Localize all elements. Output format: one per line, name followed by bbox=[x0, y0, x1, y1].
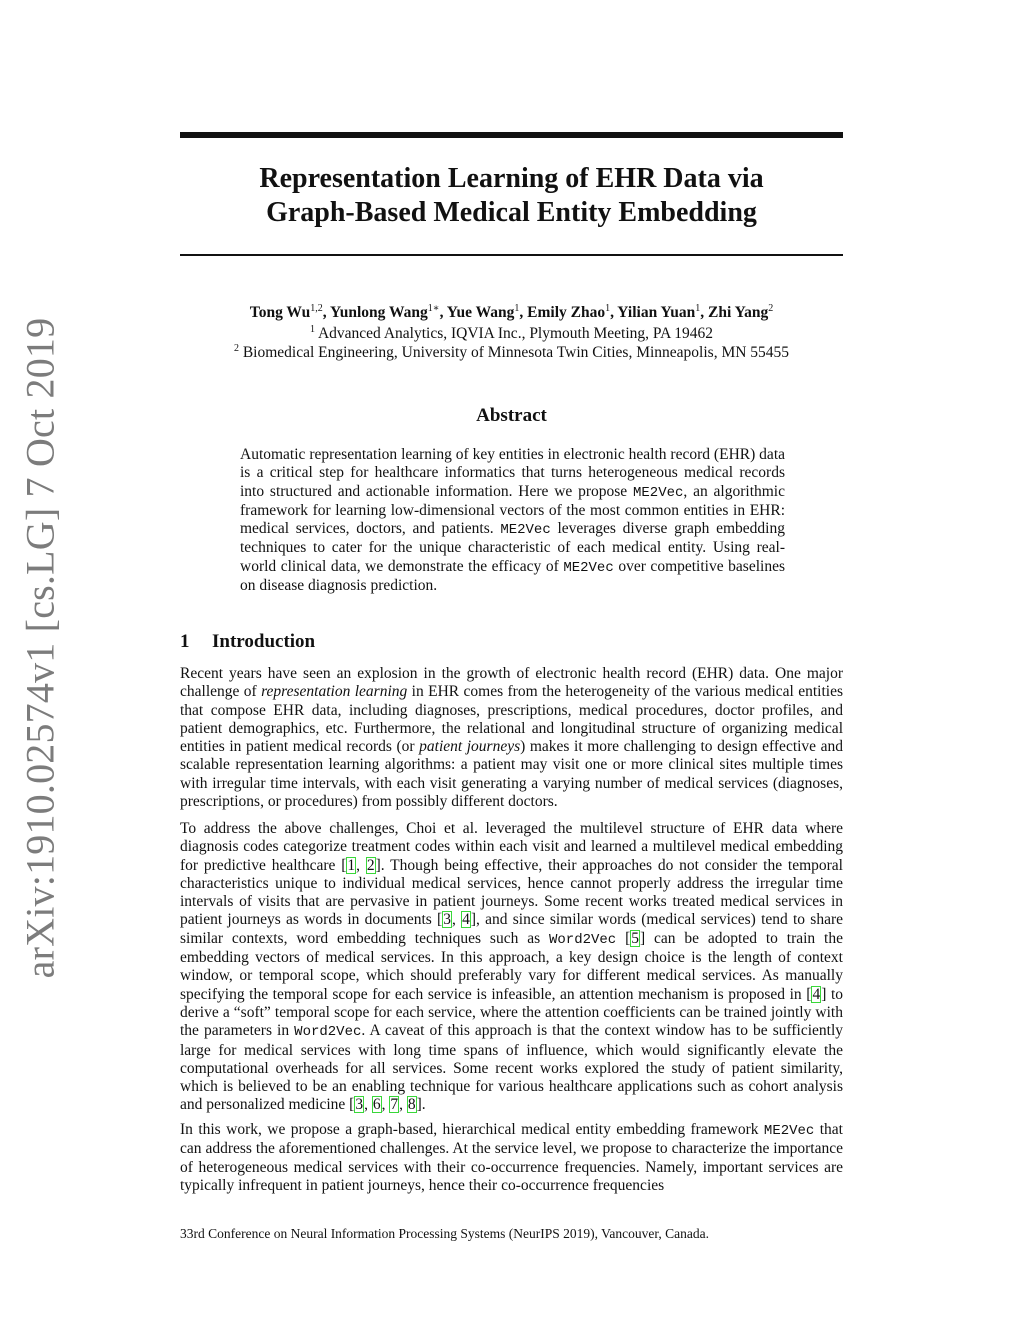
abstract-fragment: Automatic representation learning of key entities in electronic health record (EHR) data is a critical step for healthcare informatics that turns heterogeneous medical records into structured and actionable information. Here we propose bbox=[240, 446, 785, 500]
intro-paragraph-1 bbox=[180, 665, 843, 811]
citation-link[interactable]: 1 bbox=[347, 856, 356, 874]
author-list: Tong Wu$^{1,2}$, Yunlong Wang$^{1∗}$, Yue Wang$^1$, Emily Zhao$^1$, Yilian Yuan$^1$, Zhi Yang$^2$ bbox=[249, 303, 774, 322]
title-bottom-rule bbox=[180, 254, 843, 256]
intro-paragraph-2: To address the above challenges, Choi et al. leveraged the multilevel structure of EHR data where diagnosis codes categorize treatment codes within each visit and learned a multilevel medical embedding for predictive healthcare [1, 2]. Though being effective, their approaches do not consider the temporal characteristics unique to individual medical services, hence cannot properly address the irregular time intervals of visits that are pervasive in patient journeys. Some recent works treated medical services in patient journeys as words in documents [3, 4], and since similar words (medical services) tend to share similar contexts, word embedding techniques such as Word2Vec [5] can be adopted to train the embedding vectors of medical services. In this approach, a key design choice is the length of context window, or temporal scope, which should preferably vary for different medical services. As manually specifying the temporal scope for each service is infeasible, an attention mechanism is proposed in [4] to derive a “soft” temporal scope for each service, where the attention coefficients can be trained jointly with the parameters in Word2Vec. A caveat of this approach is that the context window has to be sufficiently large for medical services with long time spans of influence, which would significantly elevate the computational overheads for all services. Some recent works explored the study of patient similarity, which is believed to be an enabling technique for various healthcare applications such as cohort analysis and personalized medicine [3, 6, 7, 8]. bbox=[180, 820, 844, 1114]
method-name: ME2Vec bbox=[632, 484, 684, 501]
abstract-fragment: over competitive baselines on disease diagnosis prediction. bbox=[240, 557, 785, 595]
citation-link[interactable]: 3 bbox=[443, 911, 451, 929]
citation-link[interactable]: 3 bbox=[355, 1096, 364, 1114]
section-title: Introduction bbox=[212, 631, 316, 652]
citation-link[interactable]: 5 bbox=[631, 929, 639, 947]
method-name: ME2Vec bbox=[500, 522, 551, 539]
paper-title bbox=[180, 162, 843, 230]
title-top-rule bbox=[180, 132, 843, 138]
author-name: Yunlong Wang bbox=[329, 304, 428, 322]
citation-link[interactable]: 4 bbox=[462, 911, 470, 929]
title-line-1: Representation Learning of EHR Data via bbox=[259, 163, 764, 194]
author-name: Tong Wu bbox=[249, 304, 311, 322]
citation-link[interactable]: 7 bbox=[390, 1096, 399, 1114]
text-fragment: ], and since similar words (medical services) tend to share similar contexts, word embedding techniques such as bbox=[180, 911, 844, 947]
text-fragment: ]. Though being effective, their approaches do not consider the temporal characteristics unique to individual medical services, hence cannot properly address the irregular time intervals of visits that are pervasive in patient journeys. Some recent works treated medical services in patient journeys as words in documents [ bbox=[180, 856, 843, 929]
method-name: ME2Vec bbox=[563, 559, 614, 576]
text-fragment: ] to derive a “soft” temporal scope for each service, where the attention coefficients can be trained jointly with the parameters in bbox=[180, 985, 843, 1040]
arxiv-identifier: arXiv:1910.02574v1 [cs.LG] 7 Oct 2019 bbox=[17, 317, 63, 979]
citation-link[interactable]: 4 bbox=[812, 985, 821, 1003]
conference-footnote: 33rd Conference on Neural Information Processing Systems (NeurIPS 2019), Vancouver, Canada. bbox=[180, 1226, 709, 1241]
method-name: ME2Vec bbox=[763, 1123, 815, 1139]
title-line-2: Graph-Based Medical Entity Embedding bbox=[266, 197, 757, 228]
intro-paragraph-3 bbox=[180, 1121, 843, 1195]
affiliation-mark: 2 bbox=[233, 343, 239, 354]
affiliation-text: Advanced Analytics, IQVIA Inc., Plymouth Meeting, PA 19462 bbox=[317, 325, 714, 343]
citation-link[interactable]: 6 bbox=[372, 1096, 381, 1114]
code-term: Word2Vec bbox=[294, 1024, 362, 1041]
text-fragment: can be adopted to train the embedding vectors of medical services. In this approach, a key design choice is the length of context window, or temporal scope, which should preferably vary for different medical services. As manually specifying the temporal scope for each service is infeasible, an attention mechanism is proposed in [ bbox=[180, 929, 843, 1003]
citation-link[interactable]: 2 bbox=[366, 856, 375, 874]
text-fragment: Recent years have seen an explosion in the growth of electronic health record (EHR) data. One major challenge of bbox=[180, 665, 843, 701]
emphasis-text: patient journeys bbox=[419, 738, 521, 756]
citation-link[interactable]: 8 bbox=[407, 1096, 416, 1114]
author-affil-mark: 2 bbox=[768, 303, 774, 314]
text-fragment: To address the above challenges, Choi et al. leveraged the multilevel structure of EHR data where diagnosis codes categorize treatment codes within each visit and learned a multilevel medical embedding for predictive healthcare [ bbox=[180, 820, 843, 874]
abstract-text bbox=[240, 446, 785, 595]
author-name: Yilian Yuan bbox=[617, 304, 696, 322]
emphasis-text: representation learning bbox=[261, 683, 408, 701]
text-fragment: ) makes it more challenging to design effective and scalable representation learning algorithms: a patient may visit one or more clinical sites multiple times with irregular time intervals, with each visit generating a varying number of medical services (diagnoses, prescriptions, or procedures) from possibly different doctors. bbox=[180, 738, 844, 811]
text-fragment: ]. bbox=[416, 1096, 426, 1114]
code-term: Word2Vec bbox=[549, 931, 617, 948]
section-heading-introduction bbox=[180, 630, 315, 654]
affiliation-mark: 1 bbox=[309, 324, 315, 335]
affiliation-text: Biomedical Engineering, University of Minnesota Twin Cities, Minneapolis, MN 55455 bbox=[242, 344, 790, 362]
author-name: Yue Wang bbox=[446, 304, 515, 322]
abstract-heading: Abstract bbox=[476, 405, 547, 426]
text-fragment: In this work, we propose a graph-based, hierarchical medical entity embedding framework bbox=[180, 1121, 764, 1138]
section-number: 1 bbox=[180, 631, 190, 652]
author-affil-mark: 1 bbox=[514, 303, 520, 314]
text-fragment: . A caveat of this approach is that the context window has to be sufficiently large for medical services with long time spans of influence, which would significantly elevate the computational overheads for all services. Some recent works explored the study of patient similarity, which is believed to be an enabling technique for various healthcare applications such as cohort analysis and personalized medicine [ bbox=[180, 1022, 844, 1114]
abstract-fragment: leverages diverse graph embedding techniques to cater for the unique characteristic of each medical entity. Using real-world clinical data, we demonstrate the efficacy of bbox=[240, 520, 785, 575]
text-fragment: that can address the aforementioned challenges. At the service level, we propose to characterize the importance of heterogeneous medical services with their co-occurrence frequencies. Namely, important services are typically infrequent in patient journeys, hence their co-occurrence frequencies bbox=[180, 1121, 843, 1194]
author-name: Emily Zhao bbox=[527, 304, 606, 322]
author-affil-mark: 1,2 bbox=[310, 303, 323, 314]
abstract-fragment: , an algorithmic framework for learning low-dimensional vectors of the most common entities in EHR: medical services, doctors, and patients. bbox=[240, 482, 785, 538]
affiliation-2 bbox=[180, 339, 843, 363]
text-fragment: in EHR comes from the heterogeneity of the various medical entities that compose EHR data, including diagnoses, prescriptions, medical procedures, doctor profiles, and patient demographics, etc. Furthermore, the relational and longitudinal structure of organizing medical entities in patient medical records (or bbox=[180, 683, 844, 756]
author-affil-mark: 1 bbox=[695, 303, 701, 314]
author-affil-mark: 1 bbox=[605, 303, 611, 314]
author-affil-mark: 1∗ bbox=[427, 303, 440, 314]
author-name: Zhi Yang bbox=[708, 304, 769, 322]
